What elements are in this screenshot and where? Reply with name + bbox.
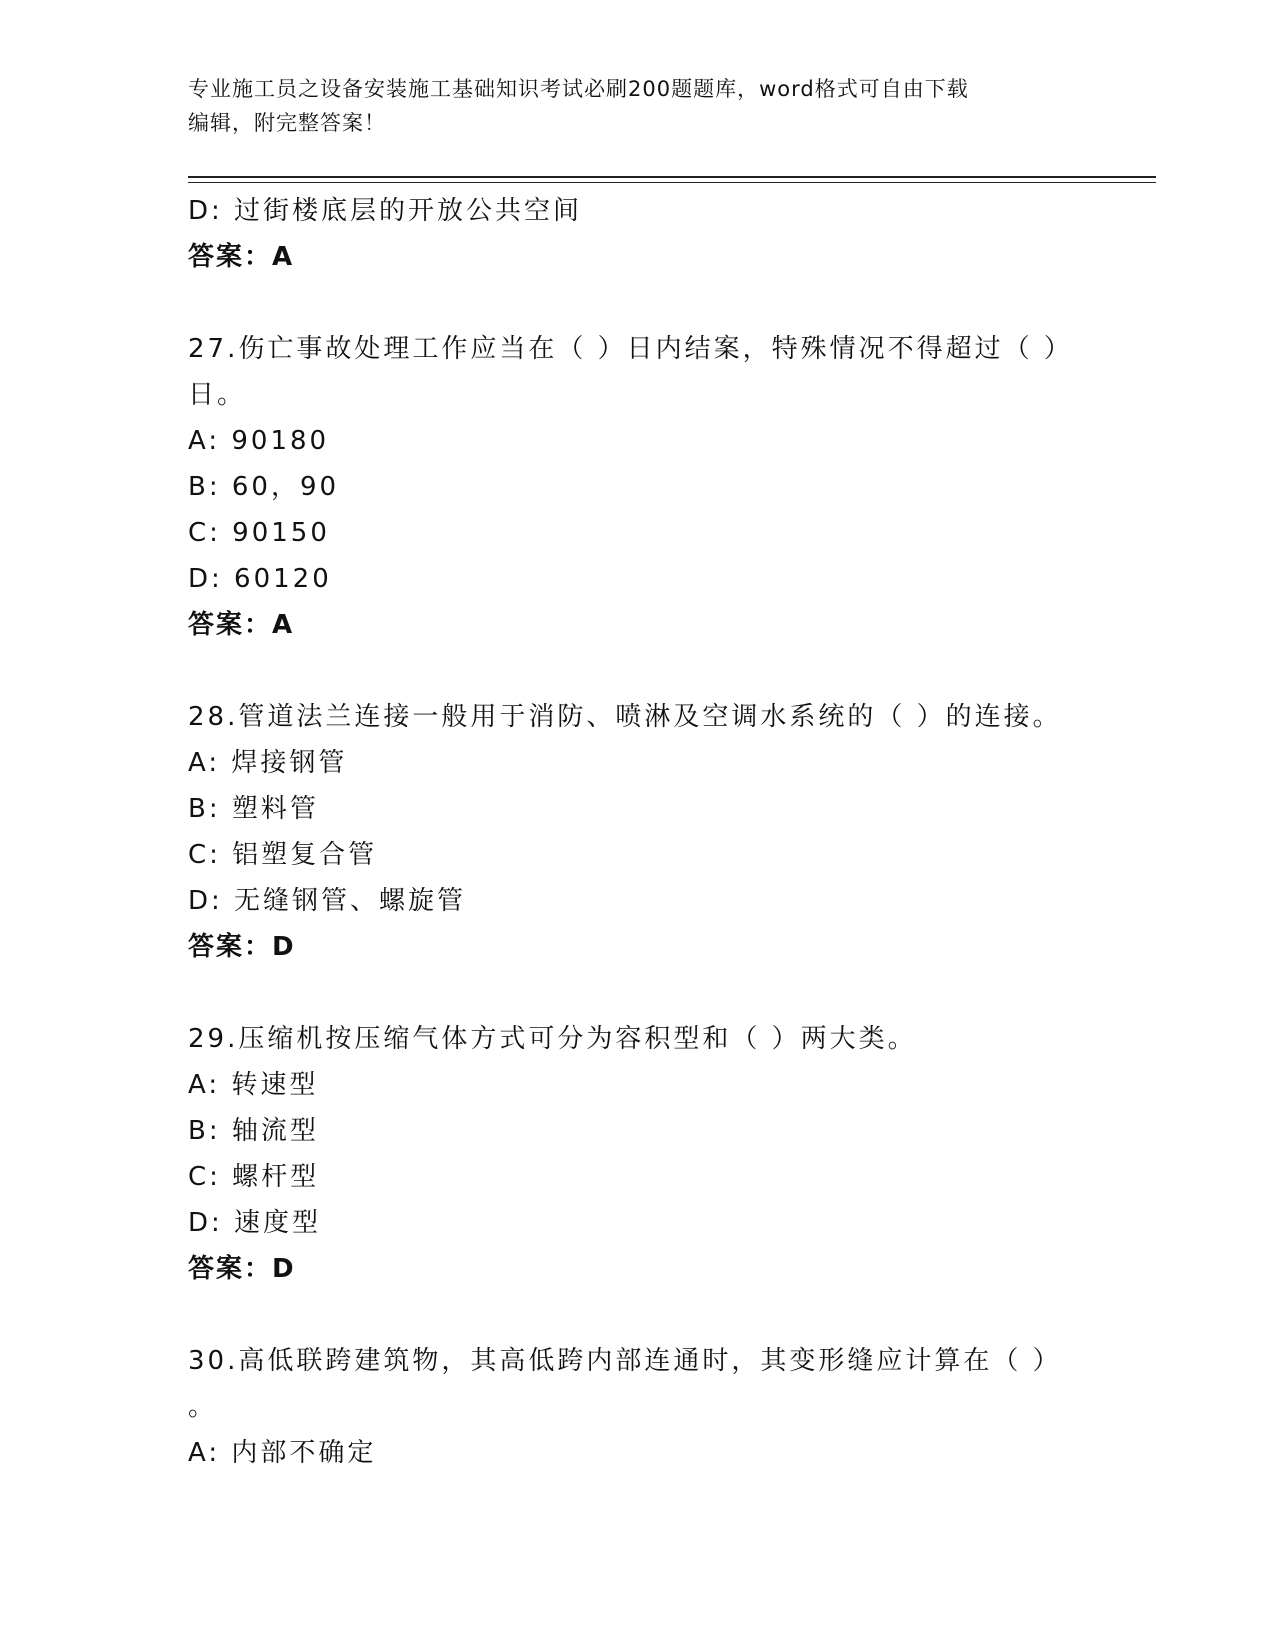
question-29 xyxy=(188,1016,1088,1292)
option-a: A: 转速型 xyxy=(188,1070,319,1100)
option-d: D: 速度型 xyxy=(188,1208,322,1238)
question-list xyxy=(188,188,1088,1476)
question-28 xyxy=(188,694,1088,970)
option-a: A: 90180 xyxy=(188,426,330,456)
option-c: C: 铝塑复合管 xyxy=(188,840,378,870)
header-title-line-1: 专业施工员之设备安装施工基础知识考试必刷200题题库，word格式可自由下载 xyxy=(188,77,969,101)
answer: 答案：A xyxy=(188,242,295,272)
spacer xyxy=(188,970,1088,1016)
option-d: D: 无缝钢管、螺旋管 xyxy=(188,886,467,916)
question-stem: 27.伤亡事故处理工作应当在（ ）日内结案，特殊情况不得超过（ ） xyxy=(188,334,1073,364)
header-title-line-2: 编辑，附完整答案！ xyxy=(188,111,386,135)
page-header xyxy=(188,72,1068,140)
option-b: B: 轴流型 xyxy=(188,1116,319,1146)
option-d: D: 过街楼底层的开放公共空间 xyxy=(188,196,583,226)
question-30 xyxy=(188,1338,1088,1476)
header-divider-thin xyxy=(188,182,1156,183)
option-b: B: 塑料管 xyxy=(188,794,319,824)
spacer xyxy=(188,1292,1088,1338)
option-d: D: 60120 xyxy=(188,564,332,594)
spacer xyxy=(188,648,1088,694)
option-b: B: 60，90 xyxy=(188,472,340,502)
question-stem: 30.高低联跨建筑物，其高低跨内部连通时，其变形缝应计算在（ ） xyxy=(188,1346,1062,1376)
header-divider-thick xyxy=(188,176,1156,178)
option-a: A: 内部不确定 xyxy=(188,1438,377,1468)
answer: 答案：A xyxy=(188,610,295,640)
option-c: C: 90150 xyxy=(188,518,330,548)
answer: 答案：D xyxy=(188,1254,296,1284)
question-stem-continued: 日。 xyxy=(188,380,247,410)
question-stem: 29.压缩机按压缩气体方式可分为容积型和（ ）两大类。 xyxy=(188,1024,917,1054)
spacer xyxy=(188,280,1088,326)
question-27 xyxy=(188,326,1088,648)
question-stem-continued: 。 xyxy=(188,1392,218,1422)
question-26 xyxy=(188,188,1088,280)
option-c: C: 螺杆型 xyxy=(188,1162,320,1192)
option-a: A: 焊接钢管 xyxy=(188,748,348,778)
question-stem: 28.管道法兰连接一般用于消防、喷淋及空调水系统的（ ）的连接。 xyxy=(188,702,1062,732)
answer: 答案：D xyxy=(188,932,296,962)
